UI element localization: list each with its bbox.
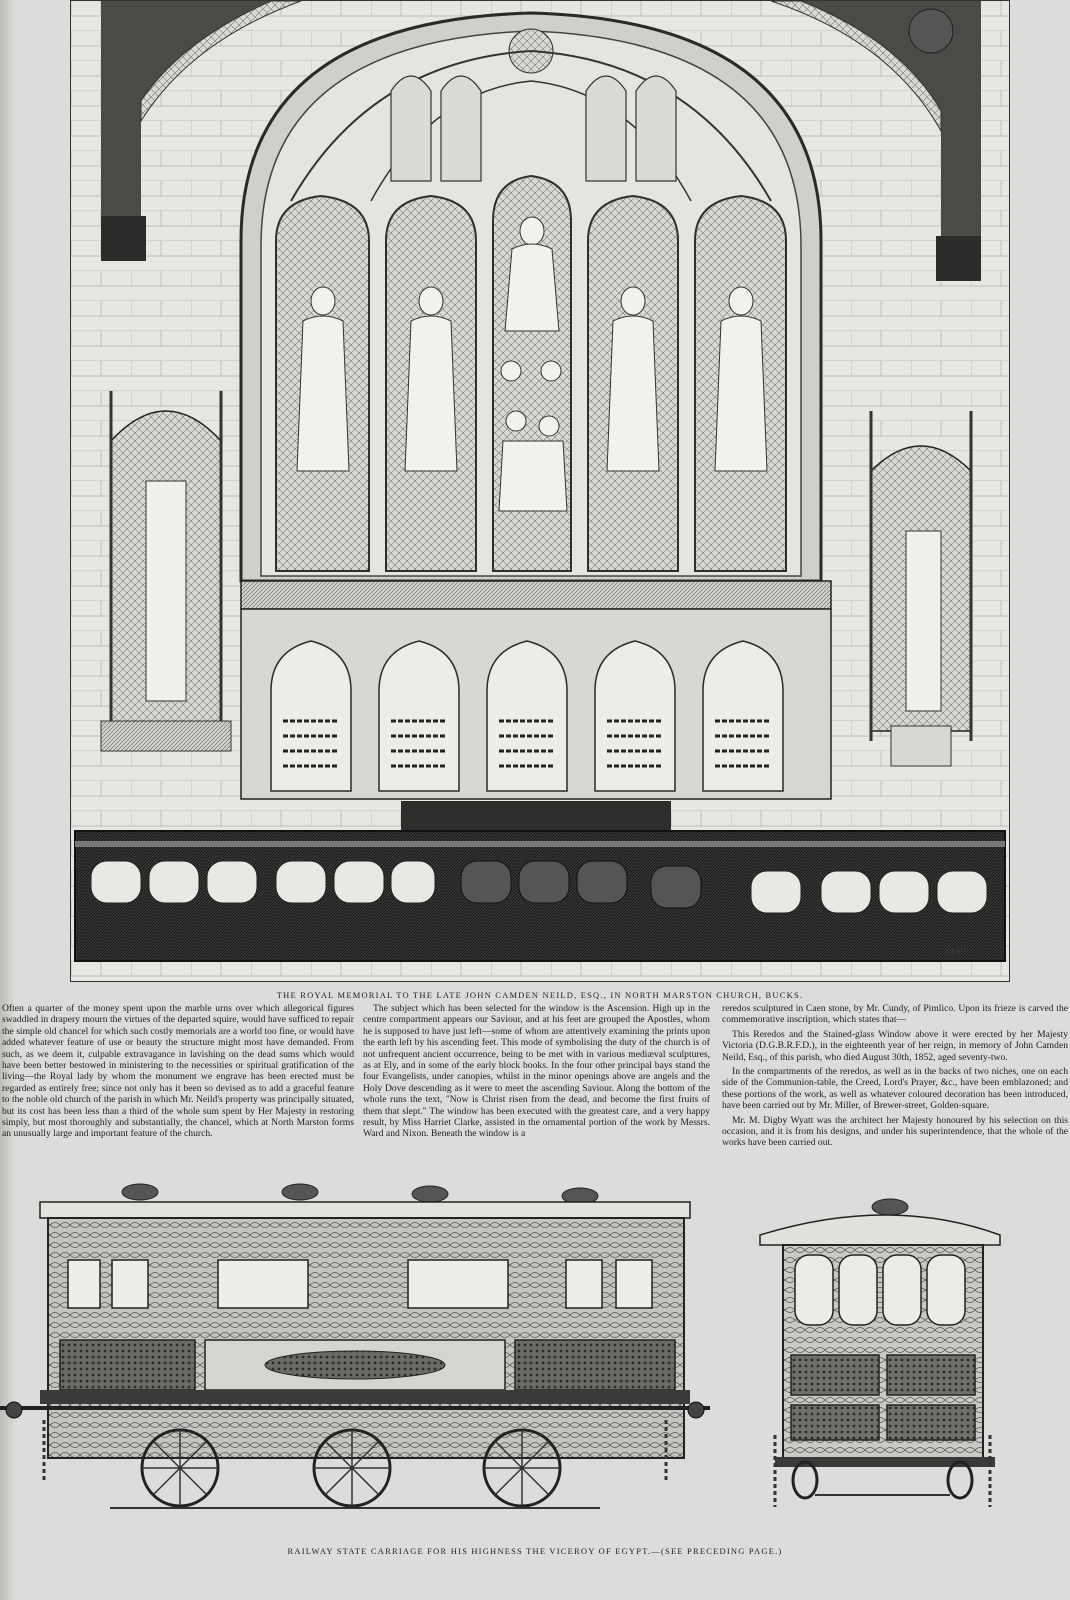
column-3-paragraph-1: reredos sculptured in Caen stone, by Mr. Cundy, of Pimlico. Upon its frieze is carved the commemorative inscription, which states that— [722,1003,1068,1026]
text-column-1 [2,1003,354,1143]
church-memorial-illustration [71,1,1010,982]
railway-carriage-side-view [0,1180,710,1525]
column-2-paragraph-1: The subject which has been selected for the window is the Ascension. High up in the centre compartment appears our Saviour, and at his feet are grouped the Apostles, whom he is supposed to have just left—some of whom are attentively examining the prints upon the earth left by his ascending feet. This mode of symbolising the duty of the church is of not unfrequent ancient occurrence, being to be met with in various mediæval sculptures, as at Ely, and in some of the early block books. In the four other principal bays stand the four Evangelists, under canopies, whilst in the minor openings above are angels and the Holy Dove descending as it were to meet the ascending Saviour. Along the bottom of the whole runs the text, "Now is Christ risen from the dead, and become the first fruits of them that slept." The window has been executed with the greatest care, and a very happy result, by Miss Harriet Clarke, assisted in the ornamental portion of the work by Messrs. Ward and Nixon. Beneath the window is a [363,1003,710,1140]
column-3-paragraph-2: This Reredos and the Stained-glass Window above it were erected by her Majesty Victoria (D.G.B.R.F.D.), in the eighteenth year of her reign, in memory of John Camden Neild, Esq., of this parish, who died August 30th, 1852, aged seventy-two. [722,1028,1068,1063]
text-column-2 [363,1003,710,1143]
church-memorial-engraving [70,0,1010,982]
niche-left [101,391,231,751]
column-1-paragraph-1: Often a quarter of the money spent upon the marble urns over which allegorical figures swaddled in drapery mourn the virtues of the departed squire, would have sufficed to repair the simple old chancel for which such costly memorials are a world too fine, or would have added whatever feature of use or beauty the structure might most have demanded. From such, as we deem it, culpable extravagance in lavishing on the dead sums which would have been better bestowed in ministering to the necessities or spiritual gratification of the living—the Royal lady by whom the monument we engrave has been erected must be regarded as entirely free; since not only has it been so devised as to add a graceful feature to the noble old church of the parish in which Mr. Neild's property was principally situated, but its cost has been less than a third of the whole sum spent by Her Majesty in restoring simply, but most thoroughly and substantially, the chancel, which at North Marston forms an unusually large and important feature of the church. [2,1003,354,1140]
communion-rail [75,831,1005,961]
niche-right [871,411,971,766]
text-column-3 [722,1003,1068,1152]
engraver-signature: J.A.W. [945,948,963,956]
column-3-paragraph-3: In the compartments of the reredos, as well as in the backs of two niches, one on each side of the Communion-table, the Creed, Lord's Prayer, &c., have been emblazoned; and these portions of the work, as well as whatever coloured decoration has been introduced, have been carried out by Mr. Miller, of Brewer-street, Golden-square. [722,1066,1068,1112]
caption-bottom: RAILWAY STATE CARRIAGE FOR HIS HIGHNESS THE VICEROY OF EGYPT.—(SEE PRECEDING PAGE.) [287,1546,783,1556]
column-3-paragraph-4: Mr. M. Digby Wyatt was the architect her Majesty honoured by his selection on this occasion, and it is from his designs, and under his superintendence, that the whole of the works have been carried out. [722,1114,1068,1149]
caption-top: THE ROYAL MEMORIAL TO THE LATE JOHN CAMDEN NEILD, ESQ., IN NORTH MARSTON CHURCH, BUCKS. [276,990,804,1000]
railway-carriage-end-view [755,1195,1030,1515]
stained-glass-window [241,13,821,581]
